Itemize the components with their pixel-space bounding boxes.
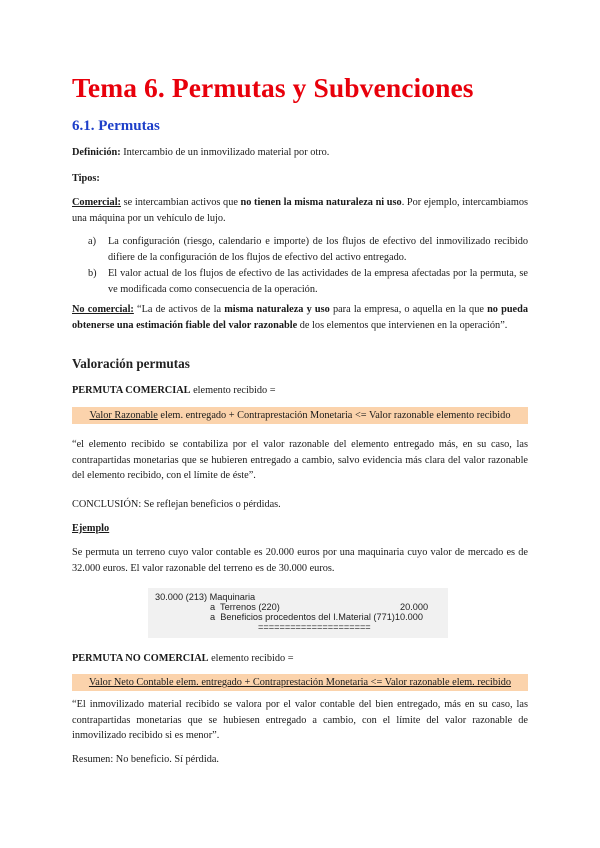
no-comercial-label: No comercial: [72, 304, 134, 315]
ejemplo-text: Se permuta un terreno cuyo valor contable es 20.000 euros por una maquinaria cuyo valor de mercado es de 32.000 euros. El valor razonable del terreno es de 30.000 euros. [72, 547, 528, 574]
ejemplo-label-text: Ejemplo [72, 523, 110, 534]
journal-line-4: ===================== [258, 622, 371, 632]
valoracion-heading: Valoración permutas [72, 356, 190, 371]
comercial-bold: no tienen la misma naturaleza ni uso [240, 197, 402, 208]
list-marker: a) [88, 236, 96, 247]
comercial-paragraph [72, 195, 528, 226]
no-comercial-bold-2: no pueda obtenerse una estimación fiable del valor razonable [72, 304, 529, 331]
page-title: Tema 6. Permutas y Subvenciones [72, 72, 474, 103]
journal-line-3: a Beneficios procedentos del I.Material (771)10.000 [210, 612, 423, 622]
permuta-no-comercial-label [72, 651, 528, 667]
tipos-label [72, 171, 528, 187]
journal-entry [148, 588, 448, 638]
section-heading: 6.1. Permutas [72, 118, 160, 134]
definition-label: Definición: [72, 147, 121, 158]
no-comercial-text-2: para la empresa, o aquella en la que [329, 304, 488, 315]
no-comercial-text-1: “La de activos de la [133, 304, 225, 315]
no-comercial-bold-1: misma naturaleza y uso [224, 304, 330, 315]
permuta-comercial-quote: “el elemento recibido se contabiliza por el valor razonable del elemento entregado más, en su caso, las contrapartidas monetarias que se hubieren entregado a cambio, salvo evidencia más clara del valor razonable del elemento recibido, con el límite de éste”. [72, 439, 528, 481]
definition-text: Intercambio de un inmovilizado material por otro. [120, 147, 330, 158]
conclusion-text: CONCLUSIÓN: Se reflejan beneficios o pérdidas. [72, 499, 281, 510]
comercial-text-1: se intercambian activos que [121, 197, 241, 208]
no-comercial-formula-text: Valor Neto Contable elem. entregado + Contraprestación Monetaria <= Valor razonable elem. recibido [88, 677, 512, 688]
resumen-text: Resumen: No beneficio. Sí pérdida. [72, 754, 219, 765]
permuta-comercial-label [72, 383, 528, 399]
permuta-comercial-formula [72, 407, 528, 424]
list-item [72, 234, 528, 265]
permuta-no-comercial-rest: elemento recibido = [208, 653, 294, 664]
definition-paragraph [72, 145, 528, 161]
list-item [72, 266, 528, 297]
ejemplo-label [72, 521, 528, 537]
formula-underlined: Valor Razonable [89, 410, 158, 421]
journal-line-1: 30.000 (213) Maquinaria [155, 592, 256, 602]
permuta-no-comercial-formula [72, 674, 528, 691]
tipos-label-text: Tipos: [72, 173, 100, 184]
permuta-comercial-rest: elemento recibido = [190, 385, 276, 396]
list-item-text: El valor actual de los flujos de efectivo de las actividades de la empresa afectadas por la permuta, se ve modificada como consecuencia de la operación. [108, 268, 528, 295]
list-item-text: La configuración (riesgo, calendario e importe) de los flujos de efectivo del inmovilizado recibido difiere de la configuración de los flujos de efectivo del activo entregado. [108, 236, 528, 263]
journal-line-2-amount: 20.000 [400, 602, 429, 612]
formula-rest: elem. entregado + Contraprestación Monetaria <= Valor razonable elemento recibido [157, 410, 511, 421]
no-comercial-paragraph [72, 302, 528, 333]
list-marker: b) [88, 268, 97, 279]
comercial-text-2: . Por ejemplo, intercambiamos una máquina por un vehículo de lujo. [72, 197, 528, 224]
permuta-no-comercial-bold: PERMUTA NO COMERCIAL [72, 653, 209, 664]
no-comercial-text-3: de los elementos que intervienen en la operación”. [297, 319, 508, 331]
permuta-no-comercial-quote: “El inmovilizado material recibido se valora por el valor contable del bien entregado, más en su caso, las contrapartidas monetarias que se hubiesen entregado a cambio, con el límite del valor razonable de inmovilizado recibido si es menor”. [72, 699, 528, 741]
tipos-list [72, 234, 528, 298]
journal-line-2: a Terrenos (220) [210, 602, 280, 612]
comercial-label: Comercial: [72, 197, 121, 208]
permuta-comercial-bold: PERMUTA COMERCIAL [72, 385, 191, 396]
